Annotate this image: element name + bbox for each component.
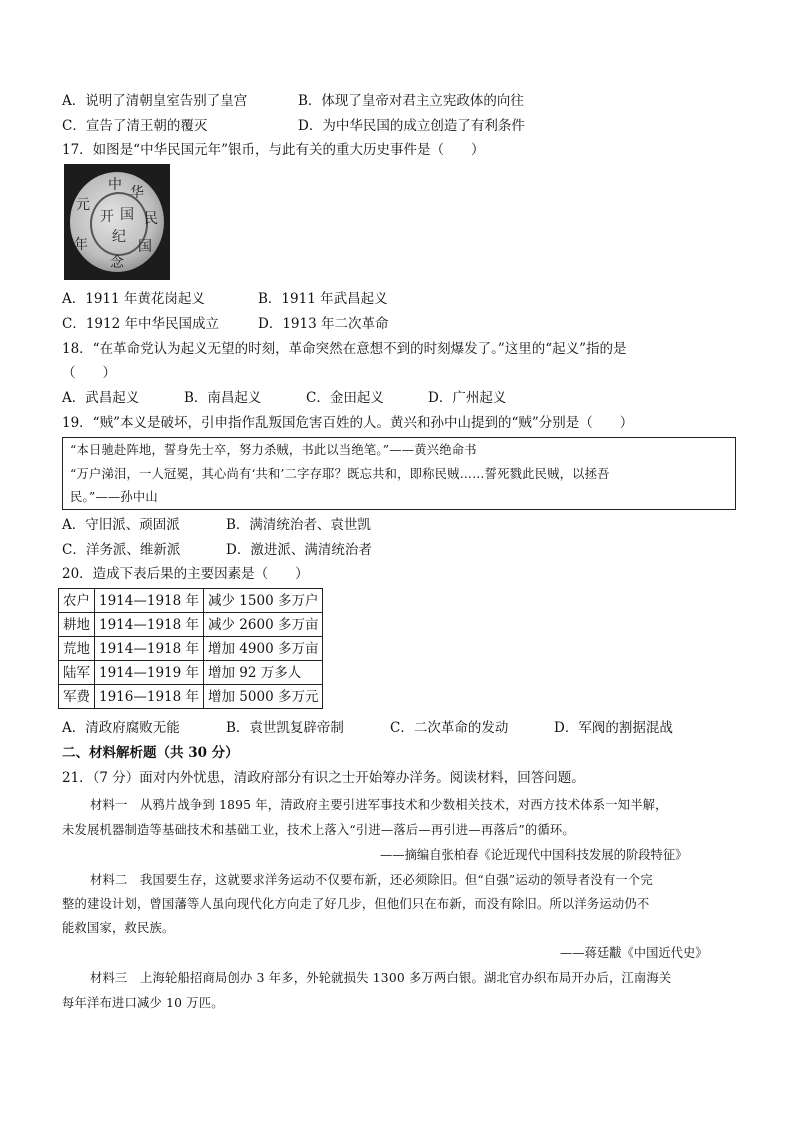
table-cell: 1914—1919 年: [95, 661, 204, 685]
q19-quote-sunzhongshan-line1: “万户涕泪，一人冠冕，其心尚有‘共和’二字存耶？既忘共和，即称民贼……誓死戮此民贼，以拯吾: [70, 467, 610, 481]
q19-option-b: B．满清统治者、袁世凯: [226, 517, 371, 533]
table-cell: 耕地: [59, 613, 95, 637]
q16-option-b: B．体现了皇帝对君主立宪政体的向往: [298, 93, 524, 109]
coin-glyph: 国: [138, 239, 152, 255]
table-cell: 1914—1918 年: [95, 637, 204, 661]
q21-material2-source: ——蒋廷黻《中国近代史》: [560, 946, 708, 960]
q17-option-a: A．1911 年黄花岗起义: [62, 291, 205, 307]
q16-option-a: A．说明了清朝皇室告别了皇宫: [62, 93, 248, 109]
q21-material2-line2: 整的建设计划，曾国藩等人虽向现代化方向走了好几步，但他们只在布新，而没有除旧。所以洋务运动仍不: [62, 897, 650, 911]
q20-option-c: C．二次革命的发动: [390, 720, 509, 736]
q19-option-d: D．激进派、满清统治者: [226, 542, 372, 558]
coin-glyph: 纪: [112, 229, 126, 245]
q21-material1-line1: 材料一 从鸦片战争到 1895 年，清政府主要引进军事技术和少数相关技术，对西方技术体系一知半解，: [90, 798, 668, 812]
table-row: [59, 661, 323, 685]
q21-material1-source: ——摘编自张柏春《论近现代中国科技发展的阶段特征》: [380, 848, 688, 862]
section2-heading: 二、材料解析题（共 30 分）: [62, 745, 239, 761]
q21-material2-line1: 材料二 我国要生存，这就要求洋务运动不仅要布新，还必须除旧。但“自强”运动的领导者没有一个完: [90, 873, 653, 887]
q18-stem-line2: （ ）: [62, 365, 116, 381]
q20-option-b: B．袁世凯复辟帝制: [226, 720, 344, 736]
coin-glyph: 国: [120, 207, 134, 223]
q21-material3-line2: 每年洋布进口减少 10 万匹。: [62, 996, 224, 1010]
q18-option-c: C．金田起义: [306, 390, 384, 406]
q18-stem-line1: 18．“在革命党认为起义无望的时刻，革命突然在意想不到的时刻爆发了。”这里的“起义”指的是: [62, 341, 627, 357]
coin-glyph: 元: [76, 197, 90, 213]
q17-option-c: C．1912 年中华民国成立: [62, 316, 219, 332]
coin-glyph: 年: [74, 237, 88, 253]
q19-quote-sunzhongshan-line2: 民。”——孙中山: [70, 490, 158, 504]
table-cell: 陆军: [59, 661, 95, 685]
table-row: [59, 685, 323, 709]
q17-option-b: B．1911 年武昌起义: [258, 291, 388, 307]
q19-option-a: A．守旧派、顽固派: [62, 517, 180, 533]
q21-material1-line2: 未发展机器制造等基础技术和基础工业，技术上落入“引进—落后—再引进—再落后”的循环。: [62, 823, 575, 837]
table-row: [59, 637, 323, 661]
table-cell: 增加 5000 多万元: [204, 685, 323, 709]
table-cell: 1914—1918 年: [95, 589, 204, 613]
q19-option-c: C．洋务派、维新派: [62, 542, 181, 558]
coin-glyph: 华: [130, 185, 144, 201]
q16-option-c: C．宣告了清王朝的覆灭: [62, 118, 208, 134]
q18-option-a: A．武昌起义: [62, 390, 140, 406]
coin-glyph: 中: [108, 177, 122, 193]
q18-option-d: D．广州起义: [428, 390, 507, 406]
coin-glyph: 念: [110, 255, 124, 271]
table-row: [59, 589, 323, 613]
q21-stem: 21．（7 分）面对内外忧患，清政府部分有识之士开始筹办洋务。阅读材料，回答问题。: [62, 770, 585, 786]
q17-stem: 17．如图是“中华民国元年”银币，与此有关的重大历史事件是（ ）: [62, 142, 485, 158]
q21-material3-line1: 材料三 上海轮船招商局创办 3 年多，外轮就损失 1300 多万两白银。湖北官办织布局开办后，江南海关: [90, 971, 672, 985]
table-cell: 增加 92 万多人: [204, 661, 323, 685]
q18-option-b: B．南昌起义: [184, 390, 262, 406]
silver-coin-image: [64, 164, 170, 280]
q20-option-d: D．军阀的割据混战: [554, 720, 673, 736]
table-row: [59, 613, 323, 637]
q20-stem: 20．造成下表后果的主要因素是（ ）: [62, 566, 309, 582]
q20-option-a: A．清政府腐败无能: [62, 720, 180, 736]
q21-material2-line3: 能救国家，救民族。: [62, 921, 175, 935]
q20-data-table: [58, 588, 323, 709]
table-cell: 荒地: [59, 637, 95, 661]
table-cell: 减少 2600 多万亩: [204, 613, 323, 637]
q17-option-d: D．1913 年二次革命: [258, 316, 389, 332]
table-cell: 农户: [59, 589, 95, 613]
table-cell: 增加 4900 多万亩: [204, 637, 323, 661]
table-cell: 减少 1500 多万户: [204, 589, 323, 613]
table-cell: 军费: [59, 685, 95, 709]
q16-option-d: D．为中华民国的成立创造了有利条件: [298, 118, 525, 134]
coin-glyph: 民: [144, 211, 158, 227]
table-cell: 1916—1918 年: [95, 685, 204, 709]
q19-quote-huangxing: “本日驰赴阵地，誓身先士卒，努力杀贼，书此以当绝笔。”——黄兴绝命书: [70, 443, 477, 457]
table-cell: 1914—1918 年: [95, 613, 204, 637]
coin-glyph: 开: [100, 209, 114, 225]
q19-stem: 19．“贼”本义是破坏，引申指作乱叛国危害百姓的人。黄兴和孙中山提到的“贼”分别是（ ）: [62, 415, 634, 431]
